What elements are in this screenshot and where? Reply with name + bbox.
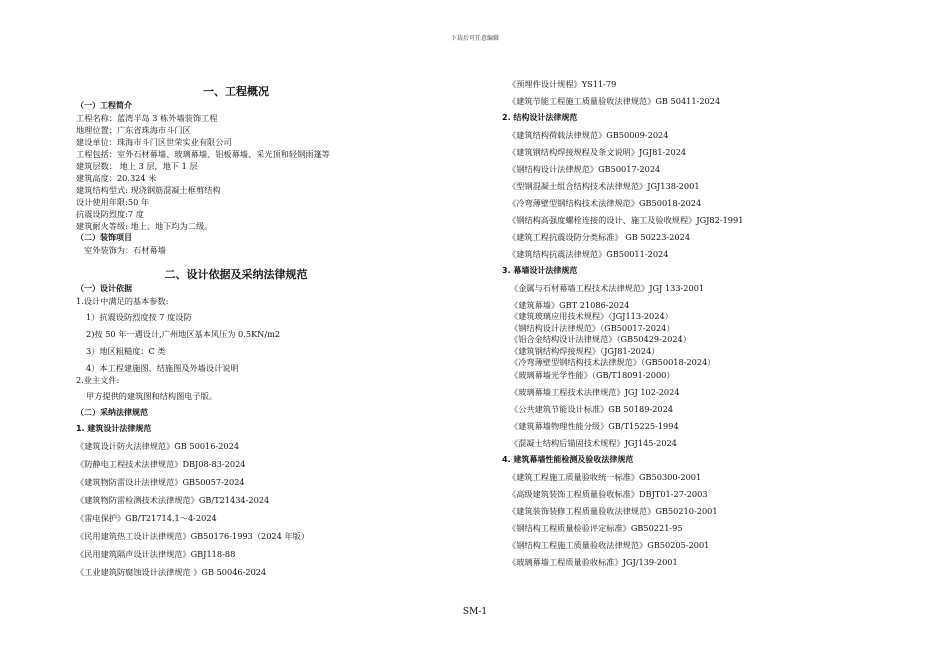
overview-line: 建筑高度：20.324 米 [76, 173, 157, 183]
code-item: 《建筑幕墙》GBT 21086-2024 [510, 300, 630, 310]
right-column [502, 78, 922, 568]
code-item: 《公共建筑节能设计标准》GB 50189-2024 [510, 403, 674, 414]
overview-line: 工程包括：室外石材幕墙、玻璃幕墙、铝板幕墙、采光顶和轻钢雨篷等 [76, 149, 330, 159]
code-item: 《金属与石材幕墙工程技术法律规范》JGJ 133-2001 [510, 283, 705, 293]
code-item: 《型钢混凝土组合结构技术法律规范》JGJ138-2001 [508, 181, 700, 191]
overview-line: 建筑耐火等级: 地上、地下均为二级。 [76, 221, 213, 231]
subsection-design-basis: （一）设计依据 [76, 284, 132, 293]
overview-line: 地理位置：广东省珠海市斗门区 [76, 125, 191, 135]
code-item: 《建筑工程抗震设防分类标准》 GB 50223-2024 [508, 232, 691, 242]
code-item: 《钢结构设计法律规范》GB50017-2024 [508, 164, 661, 174]
overview-line: 建筑层数： 地上 3 层，地下 1 层 [76, 161, 198, 171]
code-item: 《玻璃幕墙工程质量验收标准》JGJ/139-2001 [508, 556, 678, 567]
code-item: 《铝合金结构设计法律规范》（GB50429-2024） [510, 334, 691, 344]
code-item: 《高级建筑装饰工程质量验收标准》DBJT01-27-2003 [508, 488, 708, 499]
param-line: 2)按 50 年一遇设计,广州地区基本风压为 0.5KN/m2 [86, 329, 281, 339]
section-title-overview: 一、工程概况 [203, 85, 269, 98]
subheading-curtain-codes: 3. 幕墙设计法律规范 [502, 266, 578, 275]
code-item: 《民用建筑隔声设计法律规范》GBJ118-88 [76, 549, 236, 559]
code-item: 《建筑玻璃应用技术规程》（JGJ113-2024） [510, 311, 673, 321]
code-item: 《冷弯薄壁型钢结构技术法律规范》（GB50018-2024） [510, 357, 716, 367]
code-item: 《玻璃幕墙光学性能》（GB/T18091-2000） [510, 369, 675, 380]
subheading-structure-codes: 2. 结构设计法律规范 [502, 113, 578, 122]
owner-docs: 甲方提供的建筑图和结构图电子版。 [86, 391, 218, 401]
code-item: 《冷弯薄壁型钢结构技术法律规范》GB50018-2024 [508, 198, 702, 208]
code-item: 《民用建筑热工设计法律规范》GB50176-1993（2024 年版） [76, 531, 310, 541]
decoration-item: 室外装饰为：石材幕墙 [84, 245, 166, 255]
overview-line: 建设单位：珠海市斗门区世荣实业有限公司 [76, 137, 232, 147]
subsection-codes: （二）采纳法律规范 [76, 408, 148, 417]
page-number: SM-1 [462, 607, 488, 617]
code-item: 《钢结构工程质量检验评定标准》GB50221-95 [508, 522, 683, 533]
code-item: 《工业建筑防腐蚀设计法律规范 》GB 50046-2024 [76, 567, 267, 577]
param-line: 3）地区粗糙度：C 类 [86, 346, 166, 356]
overview-line: 抗震设防烈度:7 度 [76, 209, 144, 219]
code-item: 《混凝土结构后锚固技术规程》JGJ145-2024 [510, 437, 677, 448]
code-item: 《建筑设计防火法律规范》GB 50016-2024 [76, 441, 240, 451]
code-item: 《建筑节能工程施工质量验收法律规范》GB 50411-2024 [508, 96, 721, 106]
subheading-building-codes: 1. 建筑设计法律规范 [76, 424, 152, 433]
design-basis-intro: 1.设计中满足的基本参数: [76, 296, 169, 306]
overview-line: 设计使用年限:50 年 [76, 197, 150, 207]
header-note: 下载后可任意编辑 [450, 35, 499, 42]
code-item: 《钢结构工程施工质量验收法律规范》GB50205-2001 [508, 539, 710, 550]
section-title-design-basis: 二、设计依据及采纳法律规范 [164, 268, 308, 281]
overview-line: 工程名称：蓝湾半岛 3 栋外墙装饰工程 [76, 113, 218, 123]
code-item: 《建筑装饰装修工程质量验收法律规范》GB50210-2001 [508, 505, 718, 516]
overview-line: 建筑结构型式: 现浇钢筋混凝土框剪结构 [76, 185, 221, 195]
code-item: 《建筑钢结构焊接规程》（JGJ81-2024） [510, 345, 660, 356]
code-item: 《钢结构高强度螺栓连接的设计、施工及验收规程》JGJ82-1991 [508, 215, 744, 225]
owner-docs-title: 2.业主文件: [76, 375, 120, 385]
subheading-acceptance-codes: 4. 建筑幕墙性能检测及验收法律规范 [502, 454, 634, 464]
code-item: 《预埋件设计规程》YS11-79 [508, 79, 617, 89]
subsection-project-intro: （一）工程简介 [76, 101, 132, 110]
subsection-decoration: （二）装饰项目 [76, 233, 132, 242]
left-column [76, 86, 476, 578]
code-item: 《建筑物防雷设计法律规范》GB50057-2024 [76, 477, 245, 487]
param-line: 4）本工程建施图、结施图及外墙设计说明 [86, 363, 239, 373]
code-item: 《建筑结构抗震法律规范》GB50011-2024 [508, 249, 669, 259]
code-item: 《玻璃幕墙工程技术法律规范》JGJ 102-2024 [510, 386, 680, 397]
code-item: 《防静电工程技术法律规范》DBJ08-83-2024 [76, 459, 246, 469]
code-item: 《建筑钢结构焊接规程及条文说明》JGJ81-2024 [508, 147, 687, 157]
code-item: 《建筑物防雷检测技术法律规范》GB/T21434-2024 [76, 495, 270, 505]
code-item: 《建筑工程施工质量验收统一标准》GB50300-2001 [508, 471, 702, 482]
param-line: 1）抗震设防烈度按 7 度设防 [86, 312, 192, 322]
code-item: 《建筑幕墙物理性能分级》GB/T15225-1994 [510, 420, 679, 431]
code-item: 《建筑结构荷载法律规范》GB50009-2024 [508, 130, 669, 140]
code-item: 《雷电保护》GB/T21714.1～4-2024 [76, 513, 217, 523]
code-item: 《钢结构设计法律规范》（GB50017-2024） [510, 322, 675, 333]
